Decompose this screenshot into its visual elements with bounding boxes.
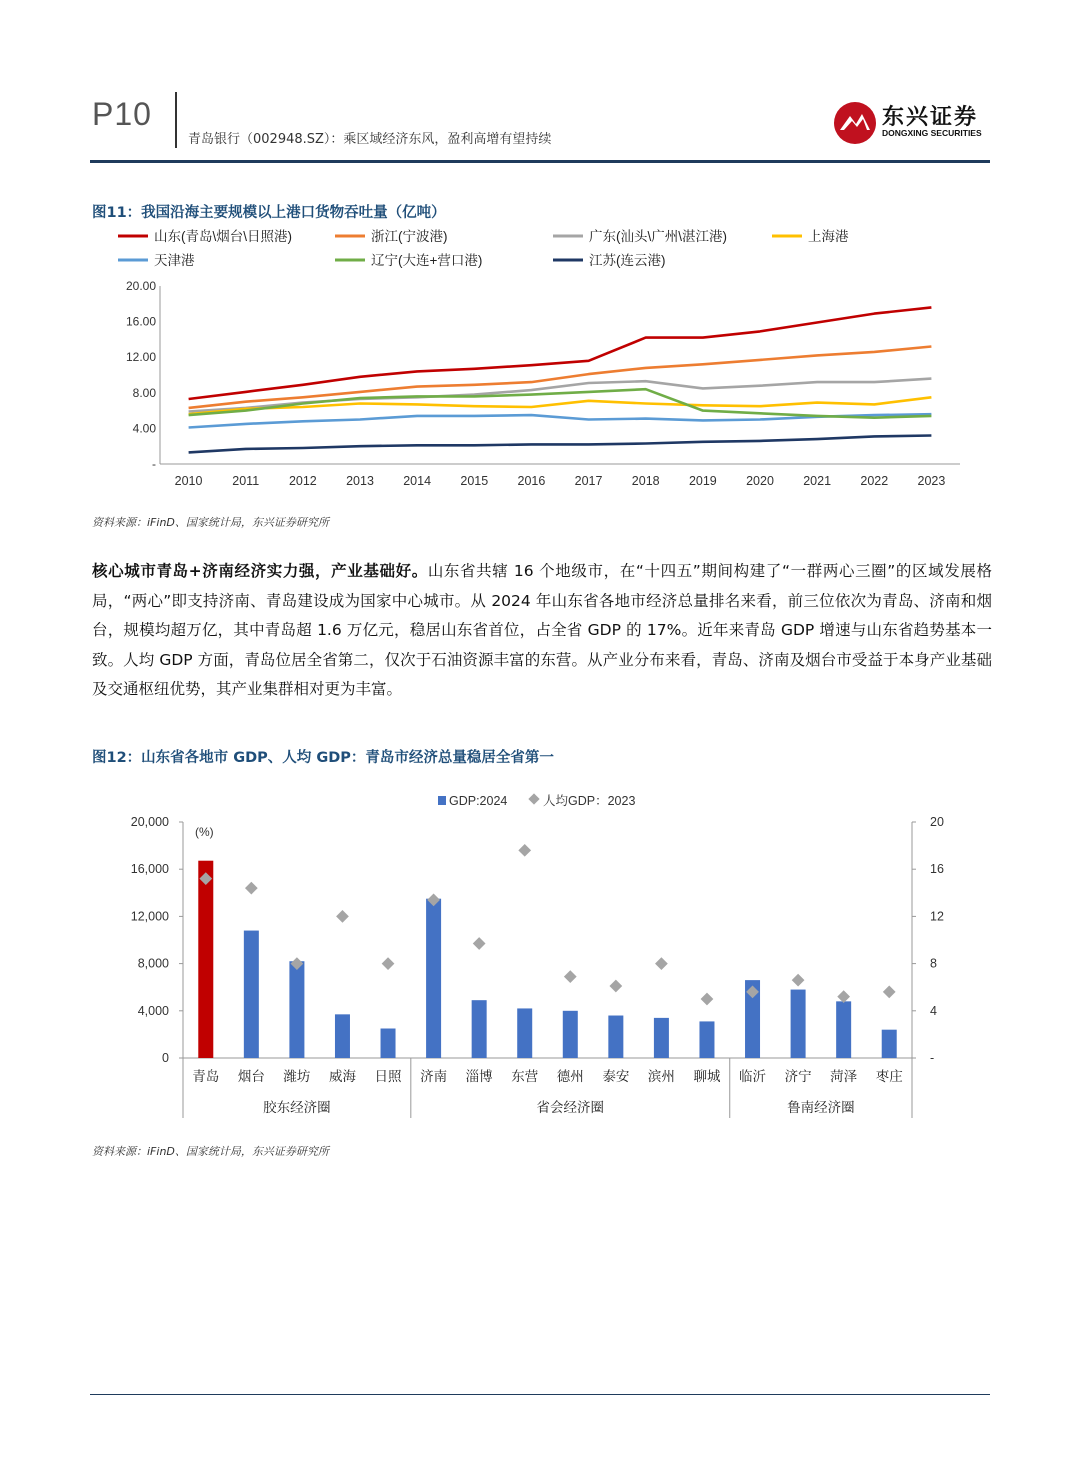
gdp-bar-13 [791, 990, 806, 1058]
per-capita-marker-4 [382, 957, 395, 970]
category-label-15: 枣庄 [875, 1069, 903, 1084]
category-label-7: 东营 [511, 1069, 539, 1084]
category-label-12: 临沂 [739, 1069, 767, 1084]
left-tick-label-5: 20,000 [130, 815, 169, 829]
brand-name-en: DONGXING SECURITIES [882, 128, 982, 138]
body-paragraph [92, 557, 992, 705]
x-tick-label-6: 2016 [517, 474, 546, 488]
x-tick-label-2: 2012 [288, 474, 317, 488]
category-label-10: 滨州 [647, 1069, 675, 1084]
category-label-1: 烟台 [237, 1069, 265, 1084]
y-tick-label-0: - [152, 457, 156, 471]
left-tick-label-0: 0 [162, 1051, 169, 1065]
legend-label-6: 江苏(连云港) [589, 253, 666, 268]
right-tick-label-2: 8 [930, 956, 937, 971]
y-tick-label-5: 20.00 [125, 279, 156, 293]
series-line-1 [189, 347, 932, 408]
legend-label-1: 浙江(宁波港) [371, 229, 448, 244]
figure11-source: 资料来源：iFinD、国家统计局，东兴证券研究所 [92, 516, 329, 529]
legend-label-0: 山东(青岛\烟台\日照港) [154, 229, 292, 244]
x-tick-label-0: 2010 [174, 474, 203, 488]
figure11-line-chart [0, 224, 1080, 504]
x-tick-label-3: 2013 [346, 474, 374, 488]
gdp-bar-7 [517, 1008, 532, 1058]
category-label-9: 泰安 [602, 1069, 630, 1084]
figure12-bar-chart [0, 782, 1080, 1122]
x-tick-label-8: 2018 [631, 474, 660, 488]
legend-bar-swatch [438, 796, 446, 805]
figure12-source: 资料来源：iFinD、国家统计局，东兴证券研究所 [92, 1145, 329, 1158]
category-label-2: 潍坊 [283, 1069, 311, 1084]
body-text: 山东省共辖 16 个地级市，在“十四五”期间构建了“一群两心三圈”的区域发展格局，“两心”即支持济南、青岛建设成为国家中心城市。从 2024 年山东省各地市经济总量排名来看，前三位依次为青岛、济南和烟台，规模均超万亿，其中青岛超 1.6 万亿元，稳居山东省首位，占全省 GDP 的 17%。近年来青岛 GDP 增速与山东省趋势基本一致。人均 GDP 方面，青岛位居全省第二，仅次于石油资源丰富的东营。从产业分布来看，青岛、济南及烟台市受益于本身产业基础及交通枢纽优势，其产业集群相对更为丰富。 [92, 562, 992, 698]
x-tick-label-5: 2015 [460, 474, 489, 488]
legend-dot-label: 人均GDP：2023 [543, 794, 636, 808]
gdp-bar-0 [198, 861, 213, 1058]
per-capita-marker-9 [609, 980, 622, 993]
legend-dot-swatch [528, 793, 539, 804]
figure12-title: 图12：山东省各地市 GDP、人均 GDP：青岛市经济总量稳居全省第一 [92, 750, 554, 766]
group-label-0: 胶东经济圈 [263, 1100, 331, 1115]
footer-rule [90, 1394, 990, 1395]
series-line-3 [189, 397, 932, 414]
x-tick-label-10: 2020 [746, 474, 774, 488]
y-tick-label-4: 16.00 [125, 314, 156, 329]
x-tick-label-4: 2014 [403, 474, 432, 488]
x-tick-label-13: 2023 [917, 474, 946, 488]
gdp-bar-2 [289, 961, 304, 1058]
x-tick-label-1: 2011 [232, 474, 260, 488]
gdp-bar-1 [244, 931, 259, 1058]
header-separator [175, 92, 177, 148]
gdp-bar-6 [472, 1000, 487, 1058]
gdp-bar-3 [335, 1014, 350, 1058]
page-number: P10 [92, 96, 152, 132]
legend-label-5: 辽宁(大连+营口港) [371, 253, 483, 268]
right-tick-label-0: - [930, 1051, 935, 1065]
per-capita-marker-10 [655, 957, 668, 970]
per-capita-marker-8 [564, 970, 577, 983]
legend-label-2: 广东(汕头\广州\湛江港) [589, 229, 727, 244]
right-tick-label-1: 4 [930, 1003, 937, 1018]
group-label-2: 鲁南经济圈 [787, 1100, 855, 1115]
left-tick-label-3: 12,000 [130, 909, 169, 924]
gdp-bar-4 [381, 1029, 396, 1059]
category-label-3: 威海 [328, 1069, 356, 1084]
header-rule [90, 160, 990, 163]
gdp-bar-5 [426, 899, 441, 1058]
per-capita-marker-7 [518, 844, 531, 857]
right-tick-label-3: 12 [930, 909, 944, 924]
y-tick-label-2: 8.00 [132, 385, 156, 400]
right-tick-label-5: 20 [930, 815, 944, 829]
brand-name: 东兴证券 [882, 105, 979, 130]
y-tick-label-1: 4.00 [132, 421, 156, 436]
y-tick-label-3: 12.00 [125, 350, 156, 365]
legend-label-4: 天津港 [154, 253, 195, 268]
gdp-bar-15 [882, 1030, 897, 1058]
gdp-bar-10 [654, 1018, 669, 1058]
brand-logo [832, 100, 992, 146]
category-label-8: 德州 [556, 1069, 584, 1084]
category-label-6: 淄博 [465, 1069, 493, 1084]
x-tick-label-12: 2022 [860, 474, 889, 488]
report-title: 青岛银行（002948.SZ）：乘区域经济东风，盈利高增有望持续 [188, 132, 552, 147]
gdp-bar-8 [563, 1011, 578, 1058]
figure11-title: 图11：我国沿海主要规模以上港口货物吞吐量（亿吨） [92, 205, 446, 221]
per-capita-marker-11 [701, 993, 714, 1006]
per-capita-marker-3 [336, 910, 349, 923]
per-capita-marker-14 [837, 990, 850, 1003]
legend-label-3: 上海港 [808, 229, 849, 244]
category-label-4: 日照 [374, 1069, 402, 1084]
legend-bar-label: GDP:2024 [449, 794, 508, 808]
series-line-6 [189, 436, 932, 453]
per-capita-marker-13 [792, 974, 805, 987]
per-capita-marker-1 [245, 882, 258, 895]
category-label-5: 济南 [420, 1069, 448, 1084]
left-tick-label-4: 16,000 [130, 862, 169, 877]
x-tick-label-9: 2019 [688, 474, 717, 488]
category-label-13: 济宁 [784, 1069, 812, 1084]
category-label-14: 菏泽 [830, 1069, 858, 1084]
right-tick-label-4: 16 [930, 862, 944, 877]
category-label-0: 青岛 [192, 1069, 220, 1084]
body-bold-lead: 核心城市青岛+济南经济实力强，产业基础好。 [92, 562, 428, 580]
group-label-1: 省会经济圈 [536, 1100, 605, 1115]
category-label-11: 聊城 [693, 1069, 721, 1084]
left-tick-label-2: 8,000 [137, 956, 169, 971]
per-capita-marker-6 [473, 937, 486, 950]
x-tick-label-11: 2021 [803, 474, 832, 488]
per-capita-marker-15 [883, 986, 896, 999]
left-tick-label-1: 4,000 [137, 1003, 169, 1018]
gdp-bar-11 [699, 1021, 714, 1058]
unit-label: (%) [195, 825, 214, 839]
gdp-bar-14 [836, 1001, 851, 1058]
gdp-bar-9 [608, 1016, 623, 1058]
x-tick-label-7: 2017 [574, 474, 603, 488]
brand-logo-icon [832, 100, 878, 146]
